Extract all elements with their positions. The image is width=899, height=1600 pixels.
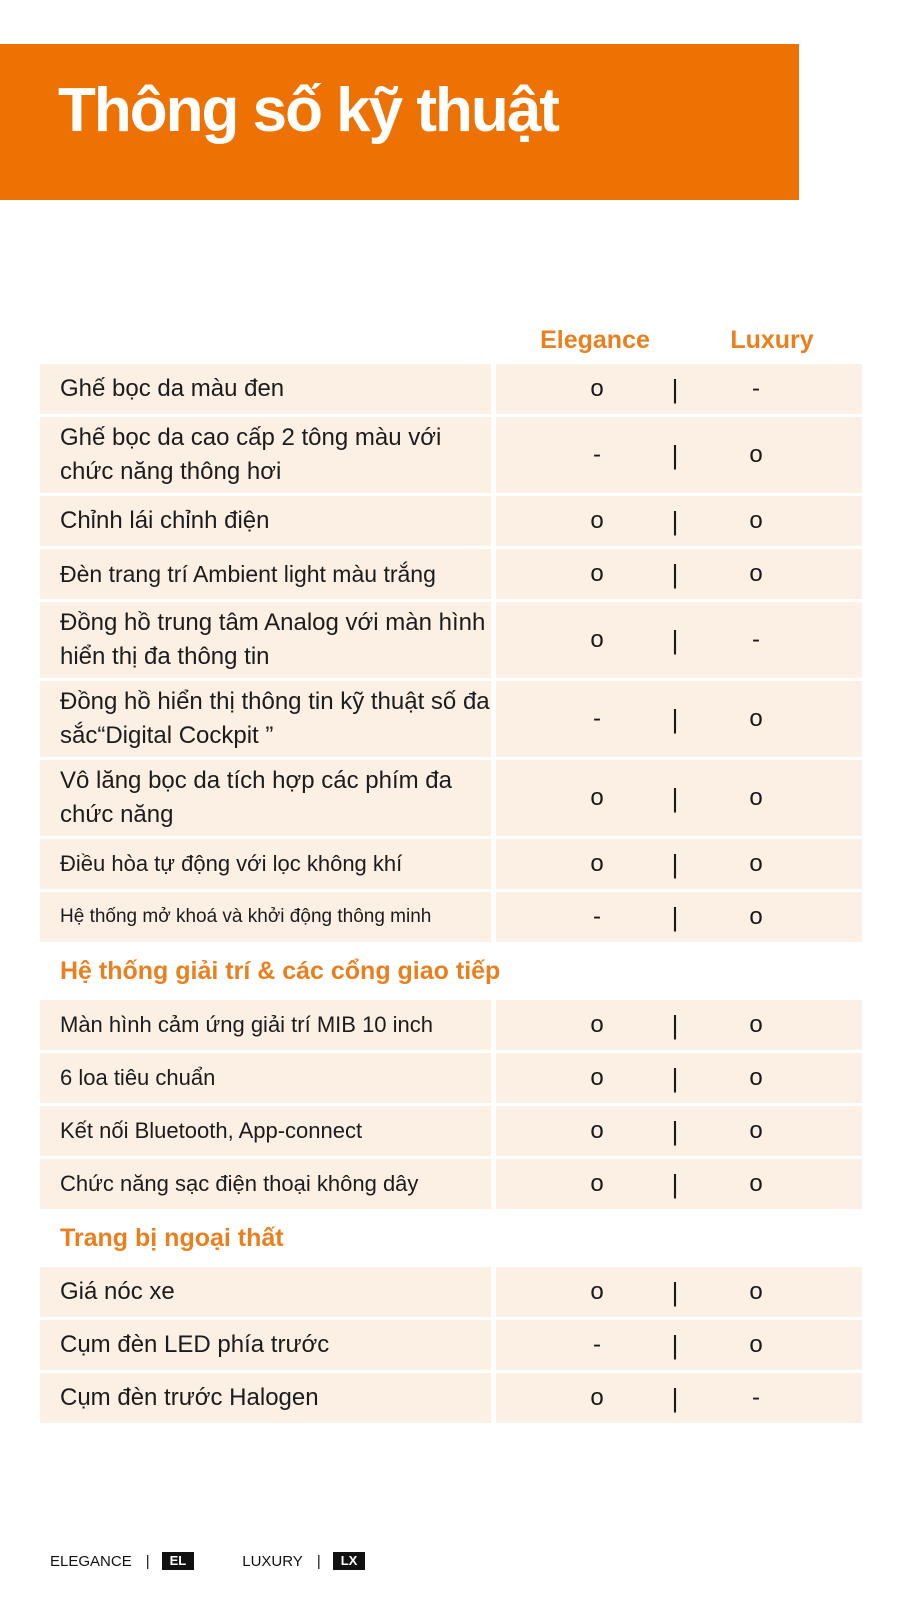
page-title: Thông số kỹ thuật [58,76,558,145]
spec-label: Kết nối Bluetooth, App-connect [40,1106,491,1156]
spec-label: Đèn trang trí Ambient light màu trắng [40,549,491,599]
elegance-value: o [590,626,604,653]
elegance-value: - [593,1331,601,1358]
legend-separator: | [316,1552,321,1570]
elegance-value: o [590,507,604,534]
luxury-value: o [749,850,763,877]
luxury-value: o [749,1170,763,1197]
value-separator: | [671,783,679,813]
spec-label: Hệ thống mở khoá và khởi động thông minh [40,892,491,942]
elegance-value: o [590,1117,604,1144]
value-separator: | [671,506,679,536]
spec-values [496,1320,862,1370]
spec-row [40,1320,862,1370]
legend-separator: | [145,1552,150,1570]
spec-values [496,839,862,889]
elegance-value: o [590,1011,604,1038]
elegance-value: o [590,1170,604,1197]
column-header-luxury: Luxury [730,326,814,354]
trim-legend [50,1551,365,1571]
spec-row [40,602,862,678]
value-separator: | [671,625,679,655]
spec-row [40,417,862,493]
elegance-value: - [593,903,601,930]
luxury-value: o [749,705,763,732]
luxury-value: o [749,903,763,930]
elegance-value: o [590,560,604,587]
spec-label: Đồng hồ trung tâm Analog với màn hình hiển thị đa thông tin [40,602,491,678]
spec-values [496,760,862,836]
elegance-value: o [590,784,604,811]
spec-values [496,602,862,678]
spec-row [40,1106,862,1156]
spec-row [40,681,862,757]
luxury-value: o [749,1331,763,1358]
elegance-value: o [590,850,604,877]
spec-values [496,364,862,414]
spec-values [496,1373,862,1423]
spec-label: Cụm đèn LED phía trước [40,1320,491,1370]
spec-row [40,839,862,889]
section-heading: Trang bị ngoại thất [60,1223,284,1252]
spec-row [40,1267,862,1317]
value-separator: | [671,1277,679,1307]
spec-label: Đồng hồ hiển thị thông tin kỹ thuật số đa sắc“Digital Cockpit ” [40,681,491,757]
spec-values [496,1000,862,1050]
value-separator: | [671,1116,679,1146]
value-separator: | [671,902,679,932]
column-header-elegance: Elegance [540,326,650,354]
spec-row [40,496,862,546]
spec-values [496,681,862,757]
elegance-value: o [590,375,604,402]
spec-row [40,1053,862,1103]
elegance-value: - [593,441,601,468]
value-separator: | [671,559,679,589]
spec-values [496,892,862,942]
section-heading: Hệ thống giải trí & các cổng giao tiếp [60,956,501,985]
spec-label: Vô lăng bọc da tích hợp các phím đa chức năng [40,760,491,836]
luxury-value: o [749,441,763,468]
spec-label: Chức năng sạc điện thoại không dây [40,1159,491,1209]
luxury-value: o [749,1011,763,1038]
luxury-value: o [749,1064,763,1091]
spec-values [496,549,862,599]
value-separator: | [671,440,679,470]
spec-label: Điều hòa tự động với lọc không khí [40,839,491,889]
spec-label: Ghế bọc da màu đen [40,364,491,414]
spec-row [40,1000,862,1050]
spec-table [40,364,862,1426]
luxury-value: o [749,1278,763,1305]
value-separator: | [671,1063,679,1093]
legend-luxury-label: LUXURY [242,1552,303,1570]
elegance-value: o [590,1064,604,1091]
elegance-value: o [590,1278,604,1305]
luxury-value: o [749,784,763,811]
legend-elegance-label: ELEGANCE [50,1552,132,1570]
spec-values [496,417,862,493]
value-separator: | [671,1330,679,1360]
value-separator: | [671,1383,679,1413]
value-separator: | [671,1010,679,1040]
luxury-value: - [752,1384,760,1411]
spec-row [40,892,862,942]
spec-label: Chỉnh lái chỉnh điện [40,496,491,546]
luxury-value: o [749,1117,763,1144]
spec-row [40,549,862,599]
spec-values [496,496,862,546]
spec-values [496,1159,862,1209]
spec-label: Ghế bọc da cao cấp 2 tông màu với chức năng thông hơi [40,417,491,493]
spec-values [496,1053,862,1103]
elegance-value: o [590,1384,604,1411]
spec-label: Giá nóc xe [40,1267,491,1317]
luxury-value: o [749,507,763,534]
spec-row [40,1159,862,1209]
value-separator: | [671,704,679,734]
spec-label: Cụm đèn trước Halogen [40,1373,491,1423]
value-separator: | [671,1169,679,1199]
spec-label: Màn hình cảm ứng giải trí MIB 10 inch [40,1000,491,1050]
value-separator: | [671,374,679,404]
luxury-value: - [752,375,760,402]
luxury-value: o [749,560,763,587]
value-separator: | [671,849,679,879]
spec-row [40,364,862,414]
spec-label: 6 loa tiêu chuẩn [40,1053,491,1103]
elegance-value: - [593,705,601,732]
luxury-value: - [752,626,760,653]
spec-row [40,1373,862,1423]
spec-values [496,1267,862,1317]
spec-values [496,1106,862,1156]
legend-luxury-code: LX [333,1552,366,1570]
spec-row [40,760,862,836]
legend-elegance-code: EL [162,1552,195,1570]
